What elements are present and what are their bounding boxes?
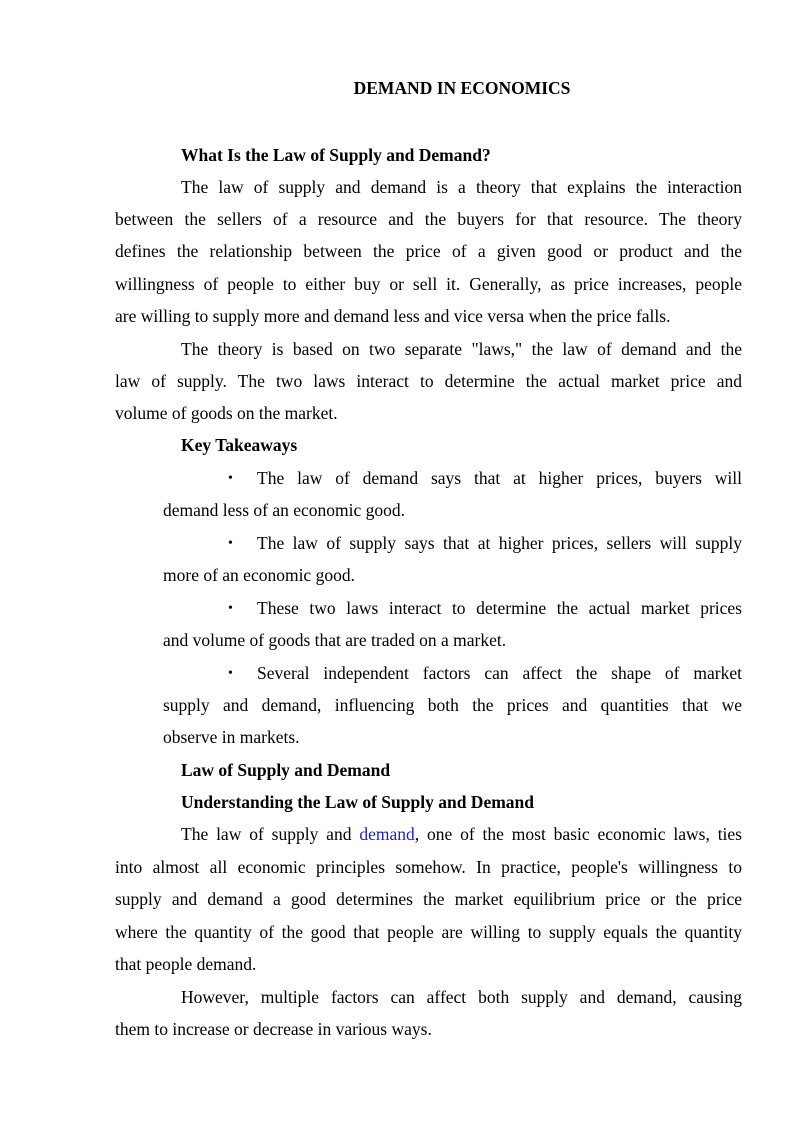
bullet-icon: • — [228, 471, 233, 486]
bullet-icon: • — [228, 666, 233, 681]
takeaway-item: These two laws interact to determine the actual market prices — [257, 598, 742, 618]
paragraph-line: However, multiple factors can affect both supply and demand, causing — [181, 987, 742, 1007]
paragraph-line: The law of supply and demand is a theory that explains the interaction — [181, 177, 742, 197]
bullet-icon: • — [228, 536, 233, 551]
paragraph-line: volume of goods on the market. — [115, 403, 338, 423]
paragraph-line: defines the relationship between the price of a given good or product and the — [115, 241, 742, 261]
section-heading-what-is: What Is the Law of Supply and Demand? — [181, 145, 491, 165]
demand-link[interactable]: demand — [359, 824, 415, 844]
paragraph-line: The theory is based on two separate "laws," the law of demand and the — [181, 339, 742, 359]
paragraph-line-with-link — [181, 824, 742, 846]
paragraph-line: into almost all economic principles somehow. In practice, people's willingness to — [115, 857, 742, 877]
paragraph-text: , one of the most basic economic laws, ties — [414, 824, 742, 844]
key-takeaways-heading: Key Takeaways — [181, 435, 298, 455]
takeaway-item: The law of demand says that at higher prices, buyers will — [257, 468, 742, 488]
paragraph-line: willingness of people to either buy or sell it. Generally, as price increases, people — [115, 274, 742, 294]
bullet-icon: • — [228, 601, 233, 616]
paragraph-line: supply and demand a good determines the market equilibrium price or the price — [115, 889, 742, 909]
takeaway-item-continued: supply and demand, influencing both the prices and quantities that we — [163, 695, 742, 715]
takeaway-item-continued: and volume of goods that are traded on a market. — [163, 630, 507, 650]
paragraph-line: between the sellers of a resource and the buyers for that resource. The theory — [115, 209, 742, 229]
takeaway-item-continued: more of an economic good. — [163, 565, 355, 585]
takeaway-item-continued: demand less of an economic good. — [163, 500, 406, 520]
paragraph-line: law of supply. The two laws interact to determine the actual market price and — [115, 371, 742, 391]
takeaway-item-continued: observe in markets. — [163, 727, 300, 747]
paragraph-line: them to increase or decrease in various ways. — [115, 1019, 432, 1039]
paragraph-line: where the quantity of the good that people are willing to supply equals the quantity — [115, 922, 742, 942]
takeaway-item: Several independent factors can affect the shape of market — [257, 663, 742, 683]
section-heading-understanding: Understanding the Law of Supply and Demand — [181, 792, 535, 812]
paragraph-text: The law of supply and — [181, 824, 360, 844]
paragraph-line: that people demand. — [115, 954, 257, 974]
paragraph-line: are willing to supply more and demand less and vice versa when the price falls. — [115, 306, 671, 326]
document-title: DEMAND IN ECONOMICS — [353, 78, 571, 98]
takeaway-item: The law of supply says that at higher prices, sellers will supply — [257, 533, 742, 553]
section-heading-law: Law of Supply and Demand — [181, 760, 391, 780]
